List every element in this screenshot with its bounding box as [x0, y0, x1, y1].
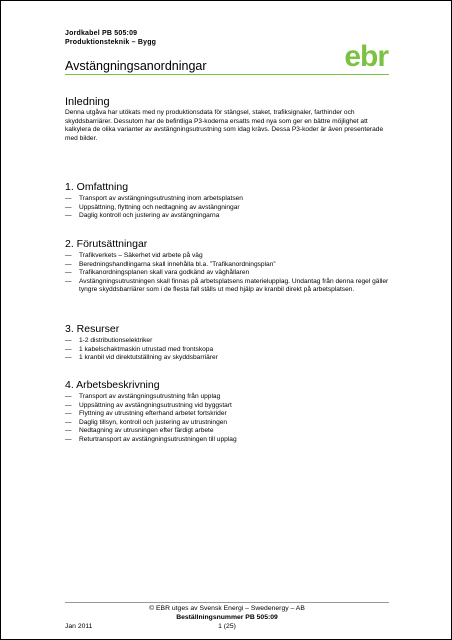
dash-bullet: —: [65, 393, 72, 400]
section-omfattning: [65, 181, 389, 221]
list-item: — Trafikverkets – Säkerhet vid arbete på väg: [65, 252, 203, 259]
section-heading: 3. Resurser: [65, 323, 120, 335]
dash-bullet: —: [65, 345, 72, 353]
section-heading: 4. Arbetsbeskrivning: [65, 379, 160, 391]
section-arbetsbeskrivning: [65, 379, 389, 445]
header-department: Produktionsteknik – Bygg: [65, 39, 157, 46]
list-item: — 1 kranbil vid direktutställning av skyddsbarriärer: [65, 354, 218, 362]
section-heading: 1. Omfattning: [65, 181, 129, 193]
dash-bullet: —: [65, 418, 72, 426]
list-item: — Uppsättning, flyttning och nedtagning av avstängningar: [65, 203, 240, 211]
list-item: — Uppsättning av avstängningsutrustning vid byggstart: [65, 401, 232, 409]
list-item: — Beredningshandlingarna skall innehålla bl.a. ”Trafikanordningsplan”: [65, 260, 276, 268]
section-list: [65, 337, 389, 363]
header-document-id: Jordkabel PB 505:09: [65, 30, 138, 37]
dash-bullet: —: [65, 337, 72, 344]
ebr-logo: [334, 41, 389, 71]
footer-copyright: © EBR utges av Svensk Energi – Swedenergy – AB: [149, 605, 305, 612]
list-item: — Transport av avstängningsutrustning inom arbetsplatsen: [65, 195, 243, 202]
footer-divider: [65, 602, 389, 603]
list-item: — Trafikanordningsplanen skall vara godkänd av väghållaren: [65, 269, 250, 277]
dash-bullet: —: [65, 427, 72, 435]
intro-heading: Inledning: [65, 96, 110, 108]
dash-bullet: —: [65, 252, 72, 259]
dash-bullet: —: [65, 410, 72, 418]
dash-bullet: —: [65, 203, 72, 211]
list-item: — 1 kabelschaktmaskin utrustad med frontskopa: [65, 345, 214, 353]
intro-section: [65, 96, 389, 143]
footer-page-number: 1 (25): [218, 623, 236, 630]
list-item: — Flyttning av utrustning efterhand arbetet fortskrider: [65, 410, 227, 418]
list-item: — Nedtagning av utrusningen efter färdigt arbete: [65, 427, 214, 435]
dash-bullet: —: [65, 435, 72, 443]
list-item: — 1-2 distributionselektriker: [65, 337, 153, 344]
list-item: — Daglig tillsyn, kontroll och justering av utrustningen: [65, 418, 228, 426]
footer-order-number: Beställningsnummer PB 505:09: [176, 614, 278, 621]
section-list: [65, 393, 389, 445]
dash-bullet: —: [65, 269, 72, 277]
dash-bullet: —: [65, 212, 72, 220]
dash-bullet: —: [65, 260, 72, 268]
list-item: — Returtransport av avstängningsutrustningen till upplag: [65, 435, 237, 443]
dash-bullet: —: [65, 354, 72, 362]
ebr-logo-text: ebr: [344, 41, 388, 71]
document-title: Avstängningsanordningar: [65, 59, 207, 73]
section-forutsattningar: [65, 238, 389, 295]
list-item: — Daglig kontroll och justering av avstängningarna: [65, 212, 220, 220]
list-item: — Avstängningsutrustningen skall finnas på arbetsplatsens materielupplag. Undantag från denna regel gäller tyngre skyddsbarriärer som i de flesta fall ställs ut med hjälp av kranbil direkt på arbetsplatsen.: [65, 277, 389, 294]
dash-bullet: —: [65, 277, 72, 285]
footer-date: Jan 2011: [65, 623, 93, 630]
list-item: — Transport av avstängningsutrustning från upplag: [65, 393, 221, 400]
section-list: [65, 195, 389, 221]
intro-paragraph: Denna utgåva har utökats med ny produktionsdata för stängsel, staket, trafiksignaler, farthinder och skyddsbarriärer. Dessutom har de befintliga P3-koderna ersatts med nya som ger en bättre möjlighet att kalkylera de olika varianter av avstängningsutrustning som idag krävs. Dessa P3-koder är även presenterade med bilder.: [65, 109, 384, 142]
title-divider: [65, 74, 389, 75]
section-resurser: [65, 323, 389, 363]
dash-bullet: —: [65, 195, 72, 202]
section-list: [65, 252, 389, 295]
dash-bullet: —: [65, 401, 72, 409]
section-heading: 2. Förutsättningar: [65, 238, 148, 250]
